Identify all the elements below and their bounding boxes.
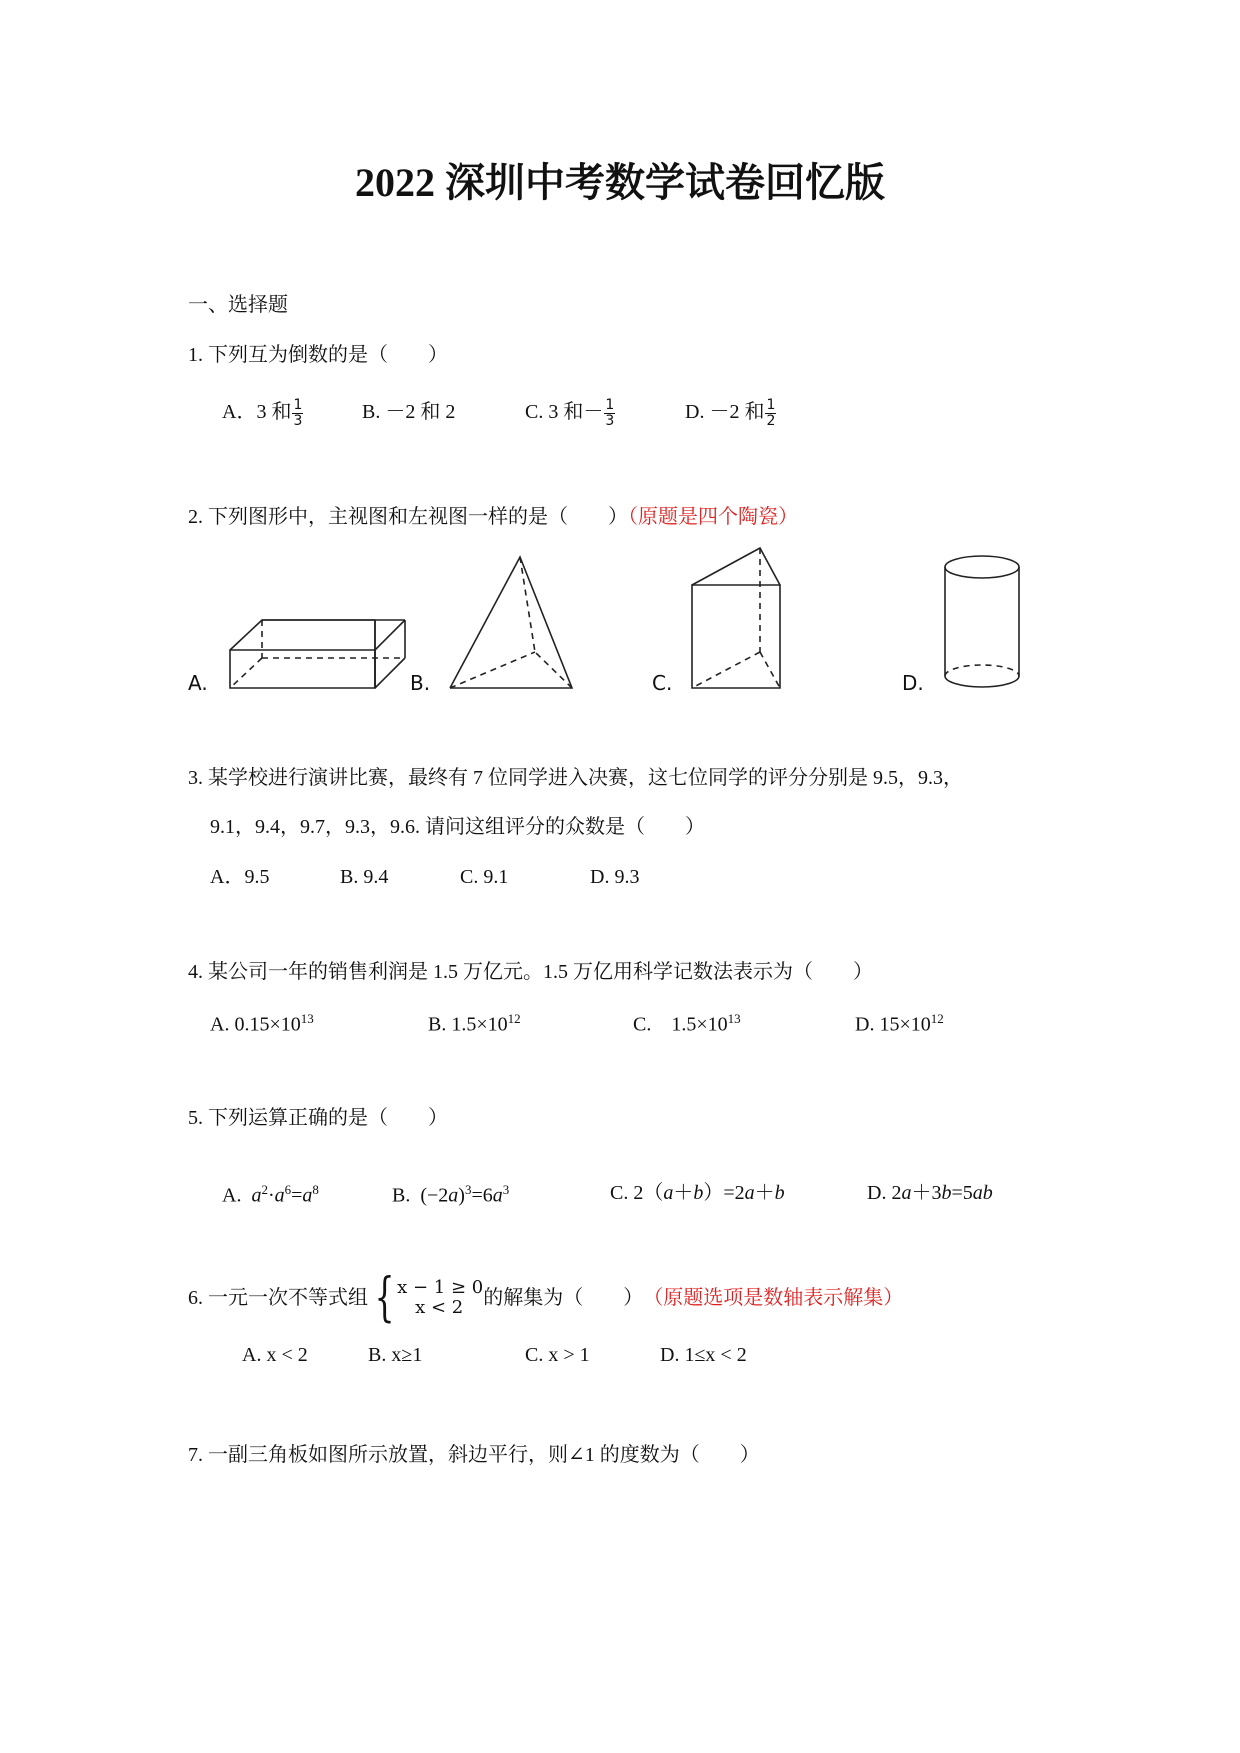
q4-option-b: B. $1.5\times 10^{12}$ [428,1011,521,1036]
q6-option-a: A. x < 2 [242,1344,308,1366]
fraction: $\frac{1}{2}$ [766,397,776,429]
question-2-figures [0,0,1240,760]
triangular-prism-figure [692,548,780,688]
question-3-stem-cont: 9.1，9.4，9.7，9.3，9.6. 请问这组评分的众数是（ ） [210,816,705,838]
q6-option-c: C. x > 1 [525,1344,590,1366]
q3-option-b: B. 9.4 [340,866,389,888]
question-2-stem: 2. 下列图形中，主视图和左视图一样的是（ ）（原题是四个陶瓷） [188,506,798,528]
q1-option-c: C. 3 和－ $\frac{1}{3}$ [525,397,615,429]
q5-option-c: C. 2（a＋b）=2a＋b [610,1182,785,1204]
q1-option-b: B. －2 和 2 [362,401,456,423]
figure-label-a: A. [188,671,208,695]
q1-option-a: A．3 和 $\frac{1}{3}$ [222,397,303,429]
section-heading: 一、选择题 [188,294,288,316]
q1-option-d: D. －2 和 $\frac{1}{2}$ [685,397,776,429]
rectangular-prism-figure [230,620,405,688]
q5-option-b: B. $(-2a)^3=6a^3$ [392,1182,510,1207]
q4-option-c: C. $1.5\times 10^{13}$ [633,1011,741,1036]
q3-option-a: A．9.5 [210,866,270,888]
question-4-stem: 4. 某公司一年的销售利润是 1.5 万亿元。1.5 万亿用科学记数法表示为（ ） [188,961,873,983]
question-1-stem: 1. 下列互为倒数的是（ ） [188,344,448,366]
q6-option-b: B. x≥1 [368,1344,423,1366]
inequality-system: { x − 1 ≥ 0 x < 2 [374,1268,484,1328]
fraction: $\frac{1}{3}$ [293,397,303,429]
figure-label-d: D. [902,671,924,695]
question-2-note: （原题是四个陶瓷） [628,506,798,528]
question-7-stem: 7. 一副三角板如图所示放置，斜边平行，则∠1 的度数为（ ） [188,1444,760,1466]
triangular-pyramid-figure [450,557,572,688]
q5-option-d: D. 2a＋3b=5ab [867,1182,993,1204]
question-6-stem: 6. 一元一次不等式组 { x − 1 ≥ 0 x < 2 的解集为（ ） （原题选项是数轴表示解集） [188,1268,904,1328]
q5-option-a: A. $a^2\cdot a^6=a^8$ [222,1182,319,1207]
q6-option-d: D. 1≤x < 2 [660,1344,747,1366]
fraction: $\frac{1}{3}$ [605,397,615,429]
q4-option-d: D. $15\times 10^{12}$ [855,1011,944,1036]
question-3-stem: 3. 某学校进行演讲比赛，最终有 7 位同学进入决赛，这七位同学的评分分别是 9.5，9.3， [188,767,963,789]
question-6-note: （原题选项是数轴表示解集） [643,1287,904,1309]
q3-option-c: C. 9.1 [460,866,509,888]
q4-option-a: A. $0.15\times 10^{13}$ [210,1011,314,1036]
question-5-stem: 5. 下列运算正确的是（ ） [188,1107,448,1129]
figure-label-b: B. [410,671,431,695]
q3-option-d: D. 9.3 [590,866,640,888]
figure-label-c: C. [652,671,673,695]
cylinder-figure [945,556,1019,687]
page-title: 2022 深圳中考数学试卷回忆版 [355,160,885,205]
